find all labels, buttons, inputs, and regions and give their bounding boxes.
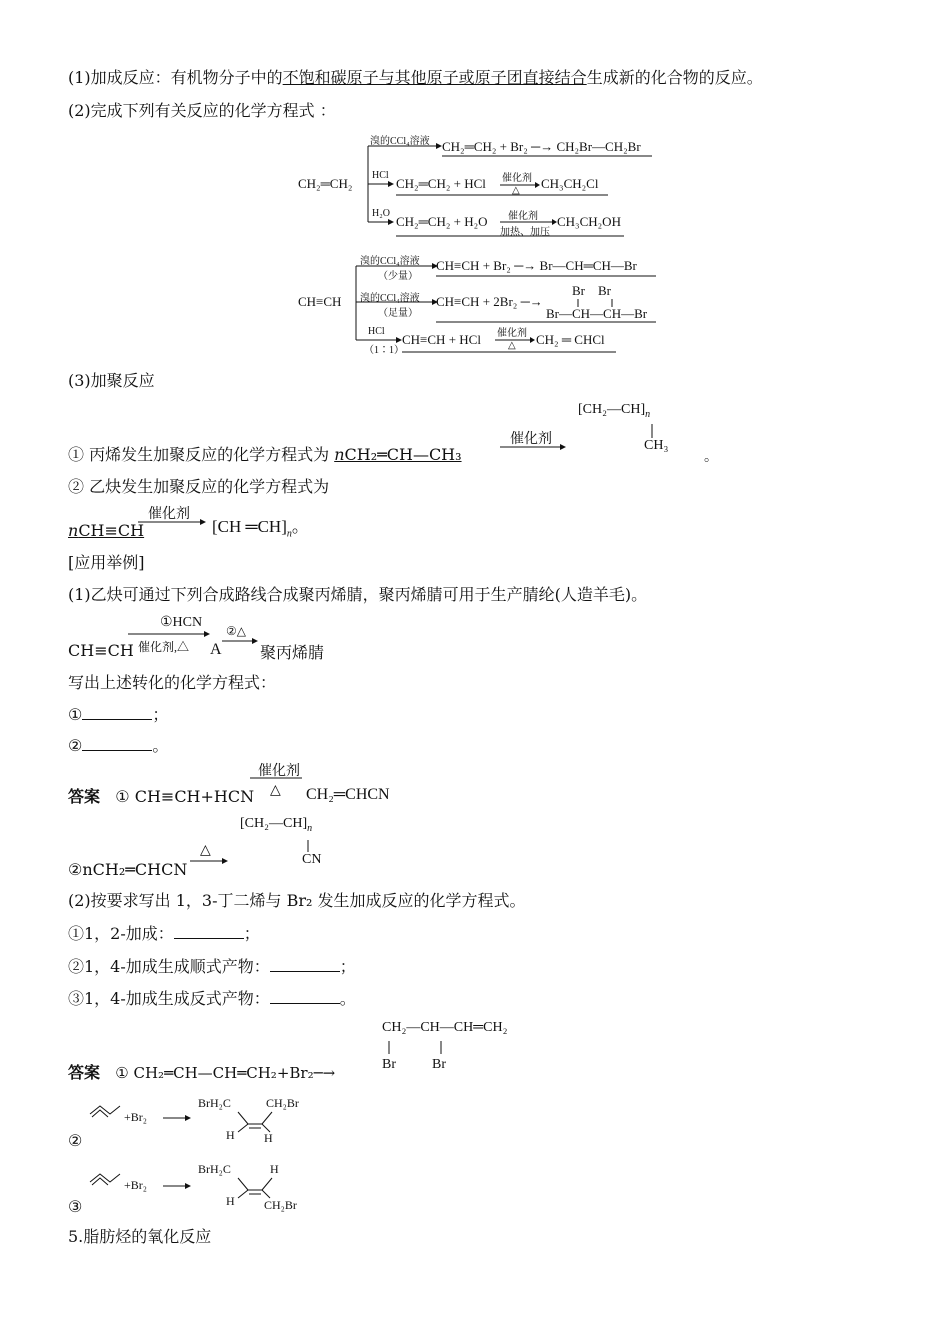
propene-end: 。 [704,450,718,465]
acetylene-condition-3: △ [508,340,516,351]
ethylene-condition-3: 加热、加压 [500,227,550,238]
propene-polymerization [68,444,462,466]
question-2-item-1 [68,923,260,945]
acetylene-equation-2-left: CH≡CH + 2Br₂ ─→ [436,294,543,309]
acetylene-reactant: CH≡CH [298,294,342,309]
propene-reactant: CH₂═CH—CH₃ [344,445,462,464]
acetylene-polymer: [CH $═CH]_n$。 [212,517,309,540]
q2-blank-2[interactable] [270,957,340,972]
ethylene-catalyst-3: 催化剂 [508,211,538,222]
ethylene-reagent-3: H₂O [372,208,390,219]
q2-item-2-label: ②1，4-加成生成顺式产物： [68,957,270,976]
question-1-write: 写出上述转化的化学方程式： [68,673,277,692]
cis-top-right: CH₂Br [266,1096,299,1110]
ethylene-reagent-1: 溴的CCl₄溶液 [370,136,430,147]
q2-item-2-end: ； [339,957,356,976]
acetylene-poly-n: n [68,521,79,540]
trans-bottom-left: H [226,1194,235,1208]
blank-1-number: ① [68,705,83,724]
cis-top-left: BrH₂C [198,1096,231,1110]
ethylene-catalyst-2: 催化剂 [502,173,532,184]
q2-item-1-end: ； [243,924,260,943]
answer-2-trans-plus-br2: +Br₂ [124,1178,147,1192]
answer-label-2: 答案 [68,1063,101,1082]
q2-item-3-label: ③1，4-加成生成反式产物： [68,989,270,1008]
acetylene-polymerization-eq [68,520,144,542]
question-1-blank-2 [68,735,168,757]
ethylene-condition-2: △ [512,185,520,196]
trans-top-right: H [270,1162,279,1176]
question-2: (2)按要求写出 1，3-丁二烯与 Br₂ 发生加成反应的化学方程式。 [68,891,526,910]
acetylene-polymerization-label: ② 乙炔发生加聚反应的化学方程式为 [68,477,330,496]
propene-polymer: $[CH_2—CH]_n$ [578,402,651,420]
answer-1-eq1 [68,786,254,808]
acetylene-reagent-1: 溴的CCl₄溶液 [360,256,420,267]
acetylene-polymer-n: n [286,528,292,540]
acetylene-reagent-3: HCl [368,326,385,337]
answer-1-eq1-left: ① CH≡CH+HCN [115,787,255,806]
trans-top-left: BrH₂C [198,1162,231,1176]
example-title: [应用举例] [68,553,145,572]
paragraph-equations-heading: (2)完成下列有关反应的化学方程式 ： [68,101,336,120]
answer-blank-2[interactable] [82,736,152,751]
acetylene-amount-3: （1∶1） [364,345,404,356]
acetylene-equation-1: CH≡CH + Br₂ ─→ Br—CH═CH—Br [436,258,637,273]
question-1-blank-1 [68,704,168,726]
propene-catalyst: 催化剂 [510,432,552,447]
cis-bottom-left: H [226,1128,235,1142]
propene-prefix: ① 丙烯发生加聚反应的化学方程式为 [68,445,335,464]
ethylene-equation-2-left: CH₂═CH₂ + HCl [396,176,486,191]
acetylene-poly-reactant: CH≡CH [78,521,145,540]
answer-blank-1[interactable] [82,705,152,720]
acetylene-catalyst-3: 催化剂 [497,328,527,339]
answer-1-polymer: $[CH_2—CH]_n$ [240,816,313,834]
answer-1-eq2-condition: △ [200,843,211,858]
definition-underlined: 不饱和碳原子与其他原子或原子团直接结合 [282,68,587,87]
q2-item-1-label: ①1，2-加成： [68,924,174,943]
question-2-item-2 [68,956,356,978]
answer-1-branch: CN [302,852,322,867]
propene-n: n [334,445,345,464]
acetylene-poly-catalyst: 催化剂 [148,507,190,522]
answer-1-polymer-n: n [307,822,313,834]
propene-polymer-main: CH₂—CH [582,402,641,417]
answer-1-condition: △ [270,783,281,798]
route-start: CH≡CH [68,641,134,660]
ethylene-equation-2-right: CH₃CH₂Cl [541,176,599,191]
q2-blank-3[interactable] [270,989,340,1004]
route-step1-top: ①HCN [160,615,203,630]
propene-polymer-n: n [645,408,651,420]
q2-item-3-end: 。 [339,989,356,1008]
cis-bottom-right: H [264,1131,273,1145]
blank-2-number: ② [68,736,83,755]
answer-2-br-2: Br [432,1057,446,1072]
blank-1-end: ； [152,705,169,724]
answer-2-eq1-text: ① CH₂═CH—CH═CH₂+Br₂─→ [115,1064,336,1082]
answer-1-eq2-left: ②nCH₂═CHCN [68,860,188,879]
acetylene-equation-3-right: CH₂ ═ CHCl [536,332,605,347]
answer-1-eq1-right: CH₂═CHCN [306,786,390,803]
acetylene-amount-2: （足量） [378,308,418,319]
section-5-heading: 5.脂肪烃的氧化反应 [68,1227,212,1246]
answer-2-mark-3: ③ [68,1197,83,1216]
polymerization-heading: (3)加聚反应 [68,371,155,390]
route-step2-top: ②△ [226,624,246,638]
q2-blank-1[interactable] [174,924,244,939]
acetylene-polymer-end: 。 [291,517,309,536]
ethylene-reagent-2: HCl [372,170,389,181]
route-end: 聚丙烯腈 [260,645,325,662]
acetylene-amount-1: （少量） [378,271,418,282]
definition-suffix: 生成新的化合物的反应。 [586,68,763,87]
answer-2-br-1: Br [382,1057,396,1072]
answer-1-catalyst: 催化剂 [258,764,300,779]
acetylene-polymer-main: CH ═CH [217,517,282,536]
propene-branch: CH₃ [644,438,669,453]
question-2-item-3 [68,988,356,1010]
answer-2-cis-plus-br2: +Br₂ [124,1110,147,1124]
route-step1-bottom: 催化剂,△ [138,640,190,654]
definition-prefix: (1)加成反应：有机物分子中的 [68,68,283,87]
acetylene-equation-3-left: CH≡CH + HCl [402,332,481,347]
answer-2-eq1 [68,1062,335,1084]
answer-2-mark-2: ② [68,1131,83,1150]
trans-bottom-right: CH₂Br [264,1198,297,1212]
answer-1-polymer-main: CH₂—CH [244,816,303,831]
answer-2-product-main: CH₂—CH—CH═CH₂ [382,1020,508,1035]
acetylene-reagent-2: 溴的CCl₄溶液 [360,293,420,304]
acetylene-product-2: Br—CH—CH—Br [546,306,648,321]
ethylene-reactant: CH₂═CH₂ [298,176,353,191]
blank-2-end: 。 [152,736,169,755]
answer-label-1: 答案 [68,787,101,806]
route-mid: A [210,641,222,658]
ethylene-equation-3-right: CH₃CH₂OH [557,214,621,229]
ethylene-equation-1: CH₂═CH₂ + Br₂ ─→ CH₂Br—CH₂Br [442,139,641,154]
acetylene-product-2-br: Br Br [572,283,611,298]
ethylene-equation-3-left: CH₂═CH₂ + H₂O [396,214,488,229]
question-1: (1)乙炔可通过下列合成路线合成聚丙烯腈，聚丙烯腈可用于生产腈纶(人造羊毛)。 [68,585,648,604]
